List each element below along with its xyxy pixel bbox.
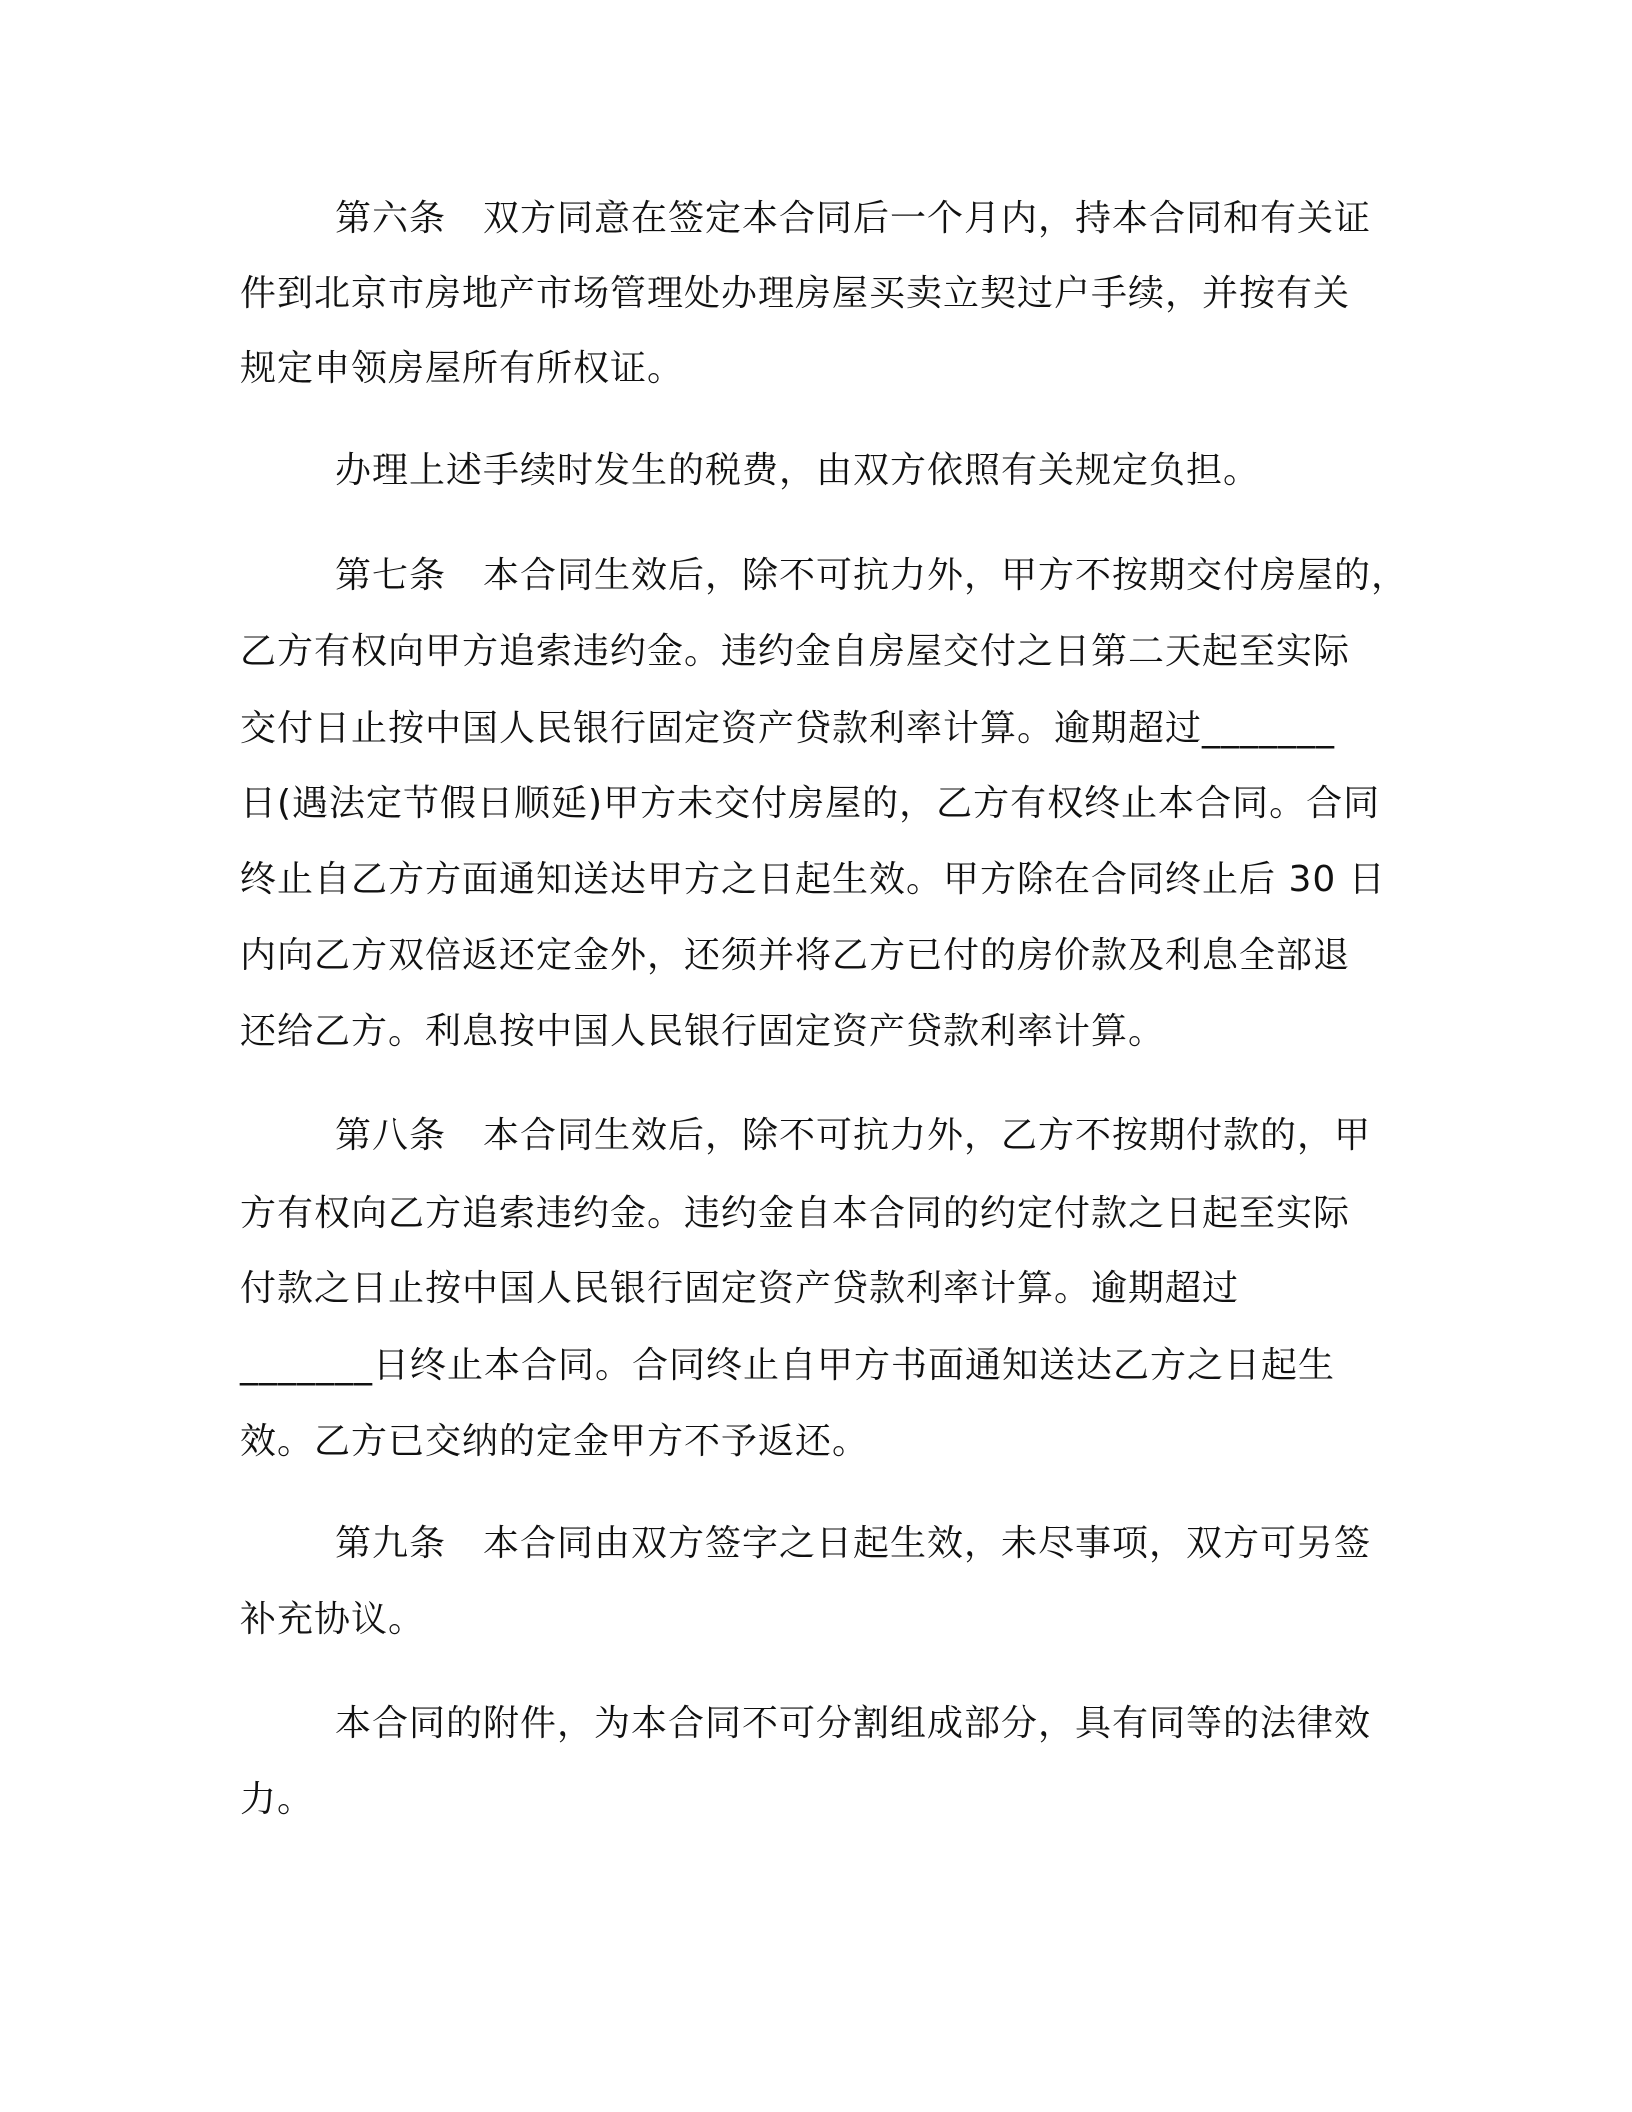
article-9-line-1: 第九条 本合同由双方签字之日起生效，未尽事项，双方可另签 bbox=[335, 1523, 1372, 1564]
article-7-line-6: 内向乙方双倍返还定金外，还须并将乙方已付的房价款及利息全部退 bbox=[240, 935, 1351, 976]
tax-paragraph: 办理上述手续时发生的税费，由双方依照有关规定负担。 bbox=[335, 450, 1261, 491]
attachment-line-1: 本合同的附件，为本合同不可分割组成部分，具有同等的法律效 bbox=[335, 1703, 1372, 1744]
attachment-line-2: 力。 bbox=[240, 1779, 315, 1820]
article-6-line-1: 第六条 双方同意在签定本合同后一个月内，持本合同和有关证 bbox=[335, 198, 1372, 239]
article-8-line-3: 付款之日止按中国人民银行固定资产贷款利率计算。逾期超过 bbox=[240, 1268, 1240, 1309]
article-8-line-1: 第八条 本合同生效后，除不可抗力外，乙方不按期付款的，甲 bbox=[335, 1115, 1372, 1156]
article-6-line-2: 件到北京市房地产市场管理处办理房屋买卖立契过户手续，并按有关 bbox=[240, 273, 1351, 314]
article-9-line-2: 补充协议。 bbox=[240, 1599, 426, 1640]
article-7-line-2: 乙方有权向甲方追索违约金。违约金自房屋交付之日第二天起至实际 bbox=[240, 631, 1351, 672]
article-8-line-4: _______日终止本合同。合同终止自甲方书面通知送达乙方之日起生 bbox=[240, 1345, 1336, 1386]
article-7-line-7: 还给乙方。利息按中国人民银行固定资产贷款利率计算。 bbox=[240, 1011, 1166, 1052]
article-7-line-5: 终止自乙方方面通知送达甲方之日起生效。甲方除在合同终止后 30 日 bbox=[240, 859, 1386, 900]
article-7-line-1: 第七条 本合同生效后，除不可抗力外，甲方不按期交付房屋的， bbox=[335, 555, 1409, 596]
article-6-line-3: 规定申领房屋所有所权证。 bbox=[240, 348, 685, 389]
article-8-line-2: 方有权向乙方追索违约金。违约金自本合同的约定付款之日起至实际 bbox=[240, 1193, 1351, 1234]
article-7-line-3: 交付日止按中国人民银行固定资产贷款利率计算。逾期超过_______ bbox=[240, 708, 1336, 749]
article-8-line-5: 效。乙方已交纳的定金甲方不予返还。 bbox=[240, 1421, 870, 1462]
article-7-line-4: 日(遇法定节假日顺延)甲方未交付房屋的，乙方有权终止本合同。合同 bbox=[240, 783, 1381, 824]
